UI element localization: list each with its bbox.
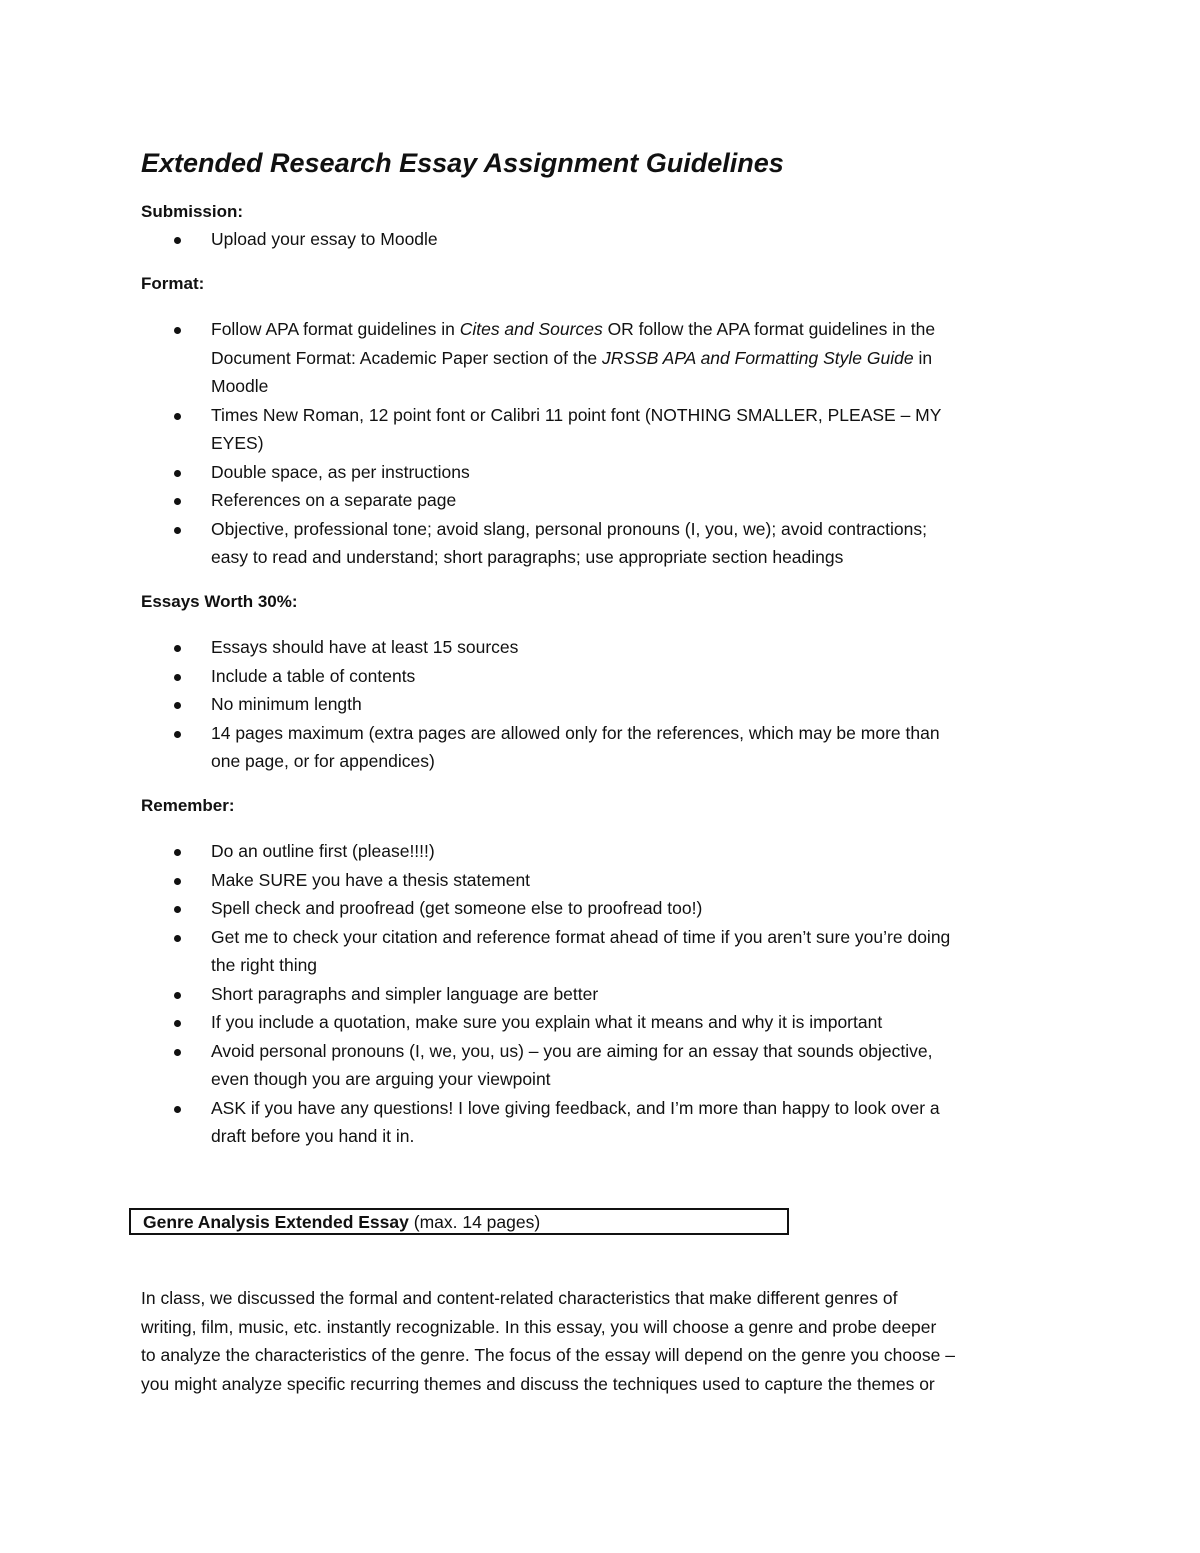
list-item: Do an outline first (please!!!!) [0, 837, 1071, 866]
list-item: Double space, as per instructions [0, 458, 1071, 487]
list-item: Make SURE you have a thesis statement [0, 866, 1071, 895]
bullet-icon [174, 413, 181, 420]
document-title: Extended Research Essay Assignment Guidelines [141, 148, 784, 178]
list-item: ASK if you have any questions! I love giving feedback, and I’m more than happy to look over a draft before you hand it in. [0, 1094, 1071, 1151]
list-item: 14 pages maximum (extra pages are allowed only for the references, which may be more than one page, or for appendices) [0, 719, 1071, 776]
list-item: Include a table of contents [0, 662, 1071, 691]
bullet-icon [174, 645, 181, 652]
list-item: Follow APA format guidelines in Cites and Sources OR follow the APA format guidelines in the Document Format: Academic Paper section of the JRSSB APA and Formatting Style Guide in Moodle [0, 315, 1071, 401]
list-item: Objective, professional tone; avoid slang, personal pronouns (I, you, we); avoid contractions; easy to read and understand; short paragraphs; use appropriate section headings [0, 515, 1071, 572]
bullet-icon [174, 327, 181, 334]
format-heading: Format: [141, 274, 205, 293]
format-list [0, 315, 1200, 572]
list-item: References on a separate page [0, 486, 1071, 515]
bullet-icon [174, 849, 181, 856]
bullet-icon [174, 527, 181, 534]
worth-heading: Essays Worth 30%: [141, 592, 298, 611]
bullet-icon [174, 878, 181, 885]
genre-heading-bold: Genre Analysis Extended Essay [143, 1212, 409, 1232]
remember-heading: Remember: [141, 796, 235, 815]
list-item: Get me to check your citation and reference format ahead of time if you aren’t sure you’re doing the right thing [0, 923, 1071, 980]
list-item: No minimum length [0, 690, 1071, 719]
genre-paragraph: In class, we discussed the formal and content-related characteristics that make different genres of writing, film, music, etc. instantly recognizable. In this essay, you will choose a genre and probe deeper to analyze the characteristics of the genre. The focus of the essay will depend on the genre you choose – you might analyze specific recurring themes and discuss the techniques used to capture the themes or [141, 1288, 955, 1394]
list-item: Avoid personal pronouns (I, we, you, us) – you are aiming for an essay that sounds objective, even though you are arguing your viewpoint [0, 1037, 1071, 1094]
bullet-icon [174, 1020, 181, 1027]
bullet-icon [174, 1106, 181, 1113]
submission-list [0, 225, 1200, 254]
genre-heading-box [129, 1208, 789, 1235]
bullet-icon [174, 1049, 181, 1056]
bullet-icon [174, 498, 181, 505]
genre-heading-rest: (max. 14 pages) [408, 1212, 541, 1232]
bullet-icon [174, 935, 181, 942]
submission-heading: Submission: [141, 202, 244, 221]
remember-list [0, 837, 1200, 1151]
worth-list [0, 633, 1200, 776]
bullet-icon [174, 237, 181, 244]
bullet-icon [174, 992, 181, 999]
list-item: Upload your essay to Moodle [0, 225, 1071, 254]
list-item: If you include a quotation, make sure you explain what it means and why it is important [0, 1008, 1071, 1037]
list-item: Spell check and proofread (get someone else to proofread too!) [0, 894, 1071, 923]
list-item: Short paragraphs and simpler language are better [0, 980, 1071, 1009]
bullet-icon [174, 702, 181, 709]
bullet-icon [174, 731, 181, 738]
list-item: Essays should have at least 15 sources [0, 633, 1071, 662]
bullet-icon [174, 470, 181, 477]
bullet-icon [174, 906, 181, 913]
bullet-icon [174, 674, 181, 681]
list-item: Times New Roman, 12 point font or Calibri 11 point font (NOTHING SMALLER, PLEASE – MY EYES) [0, 401, 1071, 458]
